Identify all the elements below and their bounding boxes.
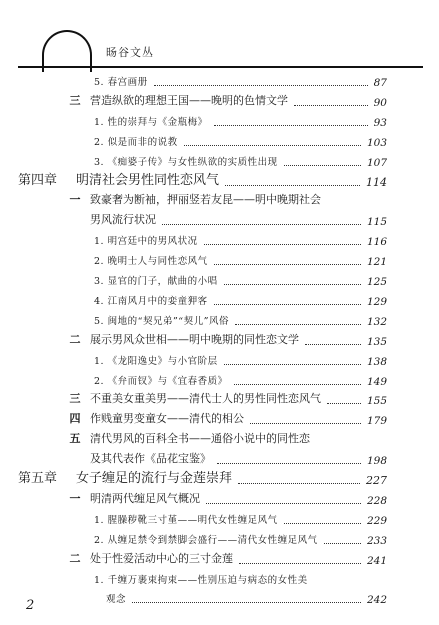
section-numeral: 二 — [69, 551, 81, 565]
dot-leader — [327, 403, 361, 404]
entry-title: 展示男风众世相——明中晚期的同性恋文学 — [90, 332, 299, 346]
entry-title: 2. 《弁而钗》与《宜春香质》 — [94, 375, 228, 387]
entry-page-number: 93 — [373, 116, 387, 129]
entry-title: 2. 从缠足禁令到禁脚会盛行——清代女性缠足风气 — [94, 534, 318, 546]
dot-leader — [324, 543, 361, 544]
entry-title: 不重美女重美男——清代士人的男性同性恋风气 — [90, 392, 321, 406]
entry-title: 致豪奢为断袖，押丽竖若友昆——明中晚期社会 — [90, 193, 321, 207]
toc-entry — [0, 251, 439, 269]
entry-page-number: 242 — [366, 594, 387, 607]
entry-title: 明清社会男性同性恋风气 — [76, 172, 220, 188]
entry-page-number: 227 — [366, 474, 387, 487]
entry-title: 2. 似是而非的说教 — [94, 136, 178, 148]
entry-page-number: 114 — [366, 175, 387, 189]
toc-entry — [0, 351, 439, 369]
entry-page-number: 121 — [366, 256, 387, 269]
entry-title: 明清两代缠足风气概况 — [90, 491, 200, 505]
entry-title: 3. 显官的门子，献曲的小唱 — [94, 276, 218, 287]
dot-leader — [294, 105, 368, 106]
toc-entry — [0, 112, 439, 130]
section-numeral: 四 — [69, 412, 81, 426]
dot-leader — [154, 85, 368, 86]
entry-title: 作贱童男变童女——清代的相公 — [90, 412, 244, 426]
toc-entry — [0, 490, 439, 508]
dot-leader — [250, 423, 361, 424]
dot-leader — [235, 324, 361, 325]
toc-entry — [0, 311, 439, 329]
dot-leader — [238, 483, 360, 484]
toc-entry — [0, 172, 439, 190]
dot-leader — [224, 364, 361, 365]
entry-title: 3. 《痴婆子传》与女性纵欲的实质性出现 — [94, 156, 278, 168]
toc-entry — [0, 430, 439, 448]
running-header — [18, 28, 423, 68]
entry-page-number: 198 — [366, 455, 387, 468]
entry-title: 5. 闽地的“契兄弟”“契儿”风俗 — [94, 315, 230, 327]
toc-entry — [0, 410, 439, 428]
entry-title: 处于性爱活动中心的三寸金莲 — [90, 551, 233, 565]
entry-title: 1. 腥臊秽靴三寸堇——明代女性缠足风气 — [94, 514, 278, 526]
toc-entry — [0, 271, 439, 289]
entry-title: 1. 性的崇拜与《金瓶梅》 — [94, 116, 208, 128]
toc-entry — [0, 132, 439, 150]
entry-page-number: 228 — [366, 494, 387, 507]
dot-leader — [206, 503, 361, 504]
section-numeral: 三 — [69, 392, 81, 406]
entry-page-number: 233 — [366, 534, 387, 547]
entry-page-number: 179 — [366, 415, 387, 428]
entry-title: 1. 明宫廷中的男风状况 — [94, 236, 198, 248]
dot-leader — [132, 602, 361, 603]
section-numeral: 五 — [69, 432, 81, 446]
toc-entry — [0, 191, 439, 209]
dot-leader — [214, 304, 361, 305]
entry-page-number: 149 — [366, 375, 387, 388]
entry-title: 1. 《龙阳逸史》与小官阶层 — [94, 355, 218, 367]
toc-entry — [0, 390, 439, 408]
entry-page-number: 241 — [366, 554, 387, 567]
section-numeral: 三 — [69, 93, 81, 107]
entry-page-number: 87 — [373, 77, 387, 89]
toc-entry — [0, 589, 439, 607]
entry-page-number: 129 — [366, 295, 387, 308]
dot-leader — [214, 264, 361, 265]
dot-leader — [224, 284, 361, 285]
dot-leader — [239, 563, 361, 564]
entry-title: 5. 春宫画册 — [94, 77, 148, 88]
dot-leader — [184, 145, 361, 146]
entry-title: 清代男风的百科全书——通俗小说中的同性恋 — [90, 432, 310, 446]
dot-leader — [214, 125, 368, 126]
section-numeral: 二 — [69, 332, 81, 346]
entry-title: 男风流行状况 — [90, 213, 156, 227]
entry-page-number: 115 — [366, 216, 387, 229]
entry-page-number: 90 — [373, 96, 387, 109]
dot-leader — [225, 185, 360, 186]
entry-page-number: 107 — [366, 156, 387, 169]
entry-page-number: 135 — [366, 335, 387, 348]
entry-title: 4. 江南风月中的娈童狎客 — [94, 295, 208, 307]
entry-page-number: 138 — [366, 355, 387, 368]
entry-page-number: 103 — [366, 136, 387, 149]
toc-entry — [0, 570, 439, 588]
entry-page-number: 132 — [366, 315, 387, 328]
page-number: 2 — [26, 598, 35, 613]
entry-title: 及其代表作《品花宝鉴》 — [90, 452, 211, 466]
entry-page-number: 116 — [366, 236, 387, 249]
dot-leader — [217, 463, 361, 464]
entry-page-number: 155 — [366, 395, 387, 408]
toc-entry — [0, 371, 439, 389]
toc-entry — [0, 211, 439, 229]
dot-leader — [284, 165, 361, 166]
chapter-number: 第四章 — [18, 172, 58, 188]
toc-entry — [0, 530, 439, 548]
entry-title: 观念 — [106, 594, 127, 606]
chapter-number: 第五章 — [18, 471, 58, 486]
header-rule — [18, 66, 423, 68]
dot-leader — [284, 523, 361, 524]
toc-entry — [0, 331, 439, 349]
entry-page-number: 229 — [366, 514, 387, 527]
section-numeral: 一 — [69, 491, 81, 505]
toc-entry — [0, 550, 439, 568]
toc-entry — [0, 291, 439, 309]
entry-title: 2. 晚明士人与同性恋风气 — [94, 256, 208, 268]
dot-leader — [305, 344, 361, 345]
toc-entry — [0, 92, 439, 110]
series-title: 旸谷文丛 — [106, 46, 154, 59]
toc-entry — [0, 510, 439, 528]
dot-leader — [234, 384, 361, 385]
section-numeral: 一 — [69, 193, 81, 207]
toc-entry — [0, 231, 439, 249]
dot-leader — [162, 224, 361, 225]
toc-entry — [0, 72, 439, 90]
toc-entry — [0, 470, 439, 488]
entry-title: 营造纵欲的理想王国——晚明的色情文学 — [90, 93, 288, 107]
entry-title: 1. 千缠万裹束拘束——性别压迫与病态的女性美 — [94, 574, 308, 586]
toc-entry — [0, 152, 439, 170]
entry-title: 女子缠足的流行与金莲崇拜 — [76, 471, 233, 486]
entry-page-number: 125 — [366, 276, 387, 288]
dot-leader — [204, 244, 361, 245]
toc-entry — [0, 450, 439, 468]
